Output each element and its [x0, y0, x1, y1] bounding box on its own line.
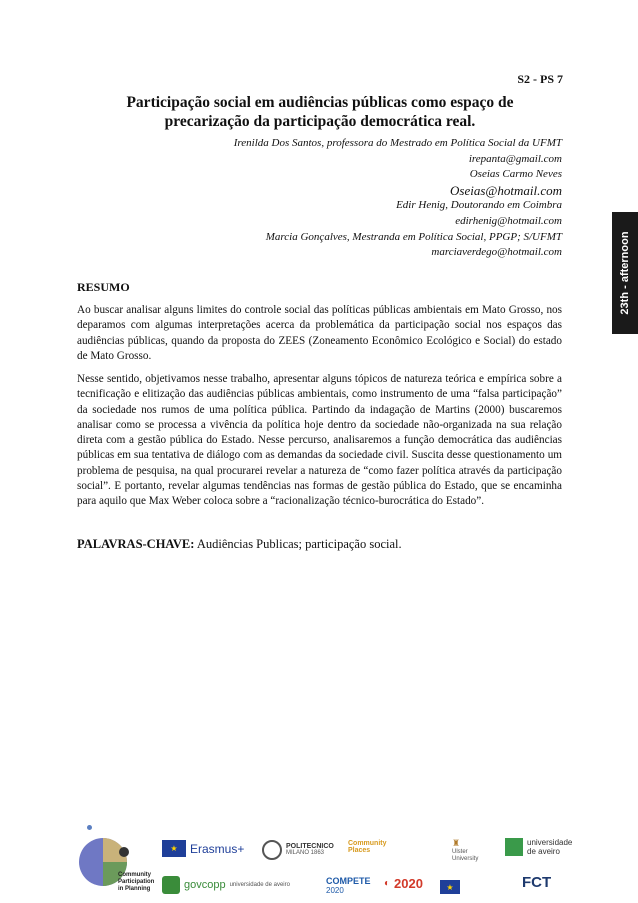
ulster-text-1: Ulster: [452, 849, 468, 855]
author-line: Marcia Gonçalves, Mestranda em Política Social, PPGP; S/UFMT: [265, 230, 562, 243]
author-email: Oseias@hotmail.com: [450, 182, 562, 198]
author-email: edirhenig@hotmail.com: [455, 214, 562, 227]
politecnico-text: POLITECNICO: [286, 843, 334, 850]
erasmus-logo: [162, 840, 244, 857]
politecnico-seal-icon: [262, 840, 282, 860]
community-places-logo: [348, 840, 387, 854]
aveiro-text-1: universidade: [527, 838, 573, 847]
author-line: Edir Henig, Doutorando em Coimbra: [396, 199, 562, 212]
resumo-heading: RESUMO: [77, 280, 130, 294]
politecnico-sub: MILANO 1863: [286, 850, 325, 856]
cpp-text-2: Participation: [118, 879, 155, 885]
erasmus-text: Erasmus+: [190, 841, 245, 856]
author-block: [234, 136, 562, 261]
portugal2020-mark-icon: ◐: [384, 878, 391, 889]
aveiro-logo: [505, 838, 572, 856]
fct-logo: [522, 874, 551, 891]
compete-year: 2020: [326, 886, 344, 895]
side-tab-label: 23th - afternoon: [619, 231, 631, 315]
author-line: Irenilda Dos Santos, professora do Mestrado em Política Social da UFMT: [233, 137, 562, 149]
keywords-label: PALAVRAS-CHAVE:: [77, 537, 195, 551]
compete-logo: [326, 876, 371, 895]
eu-flag-icon: ★: [162, 840, 186, 857]
paper-title: [90, 93, 550, 131]
keywords-line: [77, 537, 402, 552]
author-email: irepanta@gmail.com: [468, 152, 562, 165]
cpp-text-3: in Planning: [118, 886, 151, 892]
aveiro-mark-icon: [505, 838, 523, 856]
portugal2020-text: 2020: [394, 876, 423, 891]
keywords-text: Audiências Publicas; participação social.: [194, 537, 402, 551]
govcopp-text: govcopp: [184, 879, 226, 891]
ulster-text-2: University: [452, 856, 479, 862]
fct-text: FCT: [522, 874, 552, 891]
session-side-tab: [612, 212, 638, 334]
cpp-text-1: Community: [118, 872, 151, 878]
eu-flag-icon: ★: [440, 880, 460, 894]
ulster-crest-icon: ♜: [452, 838, 461, 848]
abstract-paragraph-2: Nesse sentido, objetivamos nesse trabalho, apresentar alguns tópicos de natureza teórica e empírica sobre a tecnificação e elitização das audiências públicas ambientais, como instrumento de uma “falsa participação” da sociedade nos rumos de uma política pública. Partindo da indagação de Martins (2000) buscaremos analisar como se processa a vivência da política hoje dentro da sociedade não-organizada na sua relação direta com a gestão pública do Estado. Nesse percurso, analisaremos a função democrática das audiências públicas em sua tentativa de diálogo com as demandas da sociedade civil. Suscita desse questionamento um problema de pesquisa, na qual procurarei revelar a natureza de “como fazer política através da participação social”. E portanto, revelar algumas tendências nas formas de gestão pública do Estado, que se encaminha para aquilo que Max Weber coloca sobre a “racionalização técnico-burocrática do Estado”.: [77, 373, 562, 508]
aveiro-text-2: de aveiro: [527, 847, 560, 856]
govcopp-mark-icon: [162, 876, 180, 894]
community-places-text-2: Places: [348, 847, 371, 854]
author-email: marciaverdego@hotmail.com: [431, 246, 562, 259]
community-places-text-1: Community: [348, 840, 387, 847]
eu-fund-logo: [440, 880, 460, 894]
title-line-1: Participação social em audiências públicas como espaço de: [126, 94, 514, 111]
author-line: Oseias Carmo Neves: [469, 168, 562, 181]
session-code: S2 - PS 7: [517, 72, 563, 86]
portugal2020-logo: [384, 876, 423, 891]
abstract-paragraph-1: Ao buscar analisar alguns limites do controle social das políticas públicas ambientais em Mato Grosso, nos deparamos com algumas interpretações acerca da problemática da participação social nos espaços das audiências públicas, quando da proposta do ZEES (Zoneamento Econômico Ecológico e Social) do estado de Mato Grosso.: [77, 304, 562, 362]
govcopp-sub: universidade de aveiro: [229, 881, 290, 888]
govcopp-logo: [162, 876, 294, 894]
politecnico-logo: [262, 840, 334, 860]
ulster-logo: [452, 838, 478, 863]
cpp-logo-text: [118, 872, 154, 893]
title-line-2: precarização da participação democrática real.: [164, 113, 476, 130]
compete-text: COMPETE: [326, 876, 371, 886]
